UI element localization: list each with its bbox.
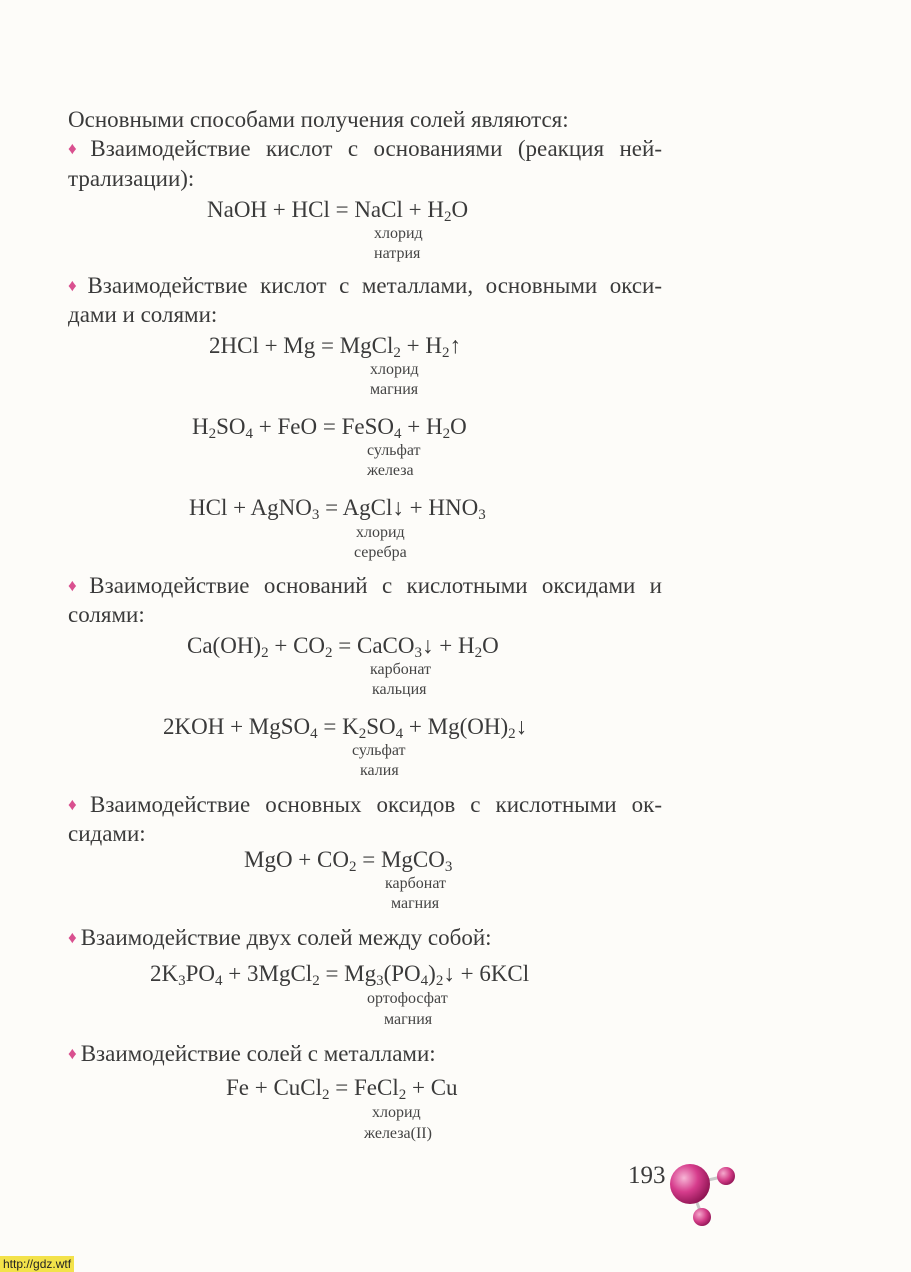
s3-eq2-caption-1: сульфат — [352, 742, 406, 759]
s2-eq1-caption-2: магния — [370, 381, 419, 398]
s3-line2: солями: — [68, 602, 145, 627]
s2-eq2-caption-1: сульфат — [367, 442, 421, 459]
s5-equation: $2K_3PO_4$ + 3MgCl$_2$ = $Mg_3(PO_4)_2↓ + 6KCl$ — [150, 961, 530, 989]
s2-equation-1: 2HCl + Mg = MgCl$_2$ + $H_2↑$ — [209, 333, 462, 361]
s5-caption-2: магния — [384, 1011, 433, 1028]
s4-caption-1: карбонат — [385, 875, 447, 892]
intro-text: Основными способами получения солей являются: — [68, 107, 569, 132]
s6-caption-1: хлорид — [372, 1104, 421, 1121]
s2-equation-3: HCl + AgNO$_3$ = AgCl↓ + $HNO_3$ — [189, 495, 486, 523]
s4-equation: MgO + $CO_2$ = MgCO$_3$ — [244, 847, 453, 875]
s1-line2: трализации): — [68, 166, 195, 191]
s1-caption-2: натрия — [374, 245, 421, 262]
watermark-link[interactable]: http://gdz.wtf — [0, 1256, 74, 1272]
s3-eq1-caption-2: кальция — [372, 681, 427, 698]
s1-caption-1: хлорид — [374, 225, 423, 242]
s2-eq3-caption-2: серебра — [354, 544, 407, 561]
s4-line2: сидами: — [68, 821, 146, 846]
s2-eq2-caption-2: железа — [367, 462, 414, 479]
s4-caption-2: магния — [391, 895, 440, 912]
molecule-decoration-icon — [662, 1150, 752, 1240]
bullet-diamond-icon: ♦ — [68, 1044, 77, 1063]
s2-eq3-caption-1: хлорид — [356, 524, 405, 541]
s6-caption-2: железа(II) — [364, 1125, 432, 1142]
s3-eq2-caption-2: калия — [360, 762, 399, 779]
s2-line2: дами и солями: — [68, 302, 218, 327]
s5-caption-1: ортофосфат — [367, 990, 448, 1007]
s1-line1: ♦ Взаимодействие кислот с основаниями (реакция ней- — [68, 136, 662, 161]
s4-line1: ♦ Взаимодействие основных оксидов с кислотными ок- — [68, 792, 662, 817]
bullet-diamond-icon: ♦ — [68, 276, 84, 295]
s2-equation-2: $H_2SO_4$ + FeO = FeSO$_4$ + $H_2O$ — [192, 414, 467, 442]
bullet-diamond-icon: ♦ — [68, 139, 87, 158]
s6-equation: Fe + CuCl$_2$ = FeCl$_2$ + Cu — [226, 1075, 458, 1103]
s1-equation: NaOH + HCl = NaCl + $H_2O$ — [207, 197, 469, 225]
bullet-diamond-icon: ♦ — [68, 795, 86, 814]
s2-eq1-caption-1: хлорид — [370, 361, 419, 378]
bullet-diamond-icon: ♦ — [68, 928, 77, 947]
page-number: 193 — [628, 1162, 666, 1189]
s3-equation-2: 2KOH + MgSO$_4$ = $K_2SO_4$ + $Mg(OH)_2↓$ — [163, 714, 528, 742]
s2-line1: ♦ Взаимодействие кислот с металлами, основными окси- — [68, 273, 662, 298]
s5-line1: ♦ Взаимодействие двух солей между собой: — [68, 925, 492, 950]
s3-line1: ♦ Взаимодействие оснований с кислотными оксидами и — [68, 573, 662, 598]
s3-equation-1: $Ca(OH)_2 + CO_2$ = CaCO$_3$↓ + $H_2O$ — [187, 633, 499, 661]
s6-line1: ♦ Взаимодействие солей с металлами: — [68, 1041, 436, 1066]
bullet-diamond-icon: ♦ — [68, 576, 86, 595]
s3-eq1-caption-1: карбонат — [370, 661, 432, 678]
